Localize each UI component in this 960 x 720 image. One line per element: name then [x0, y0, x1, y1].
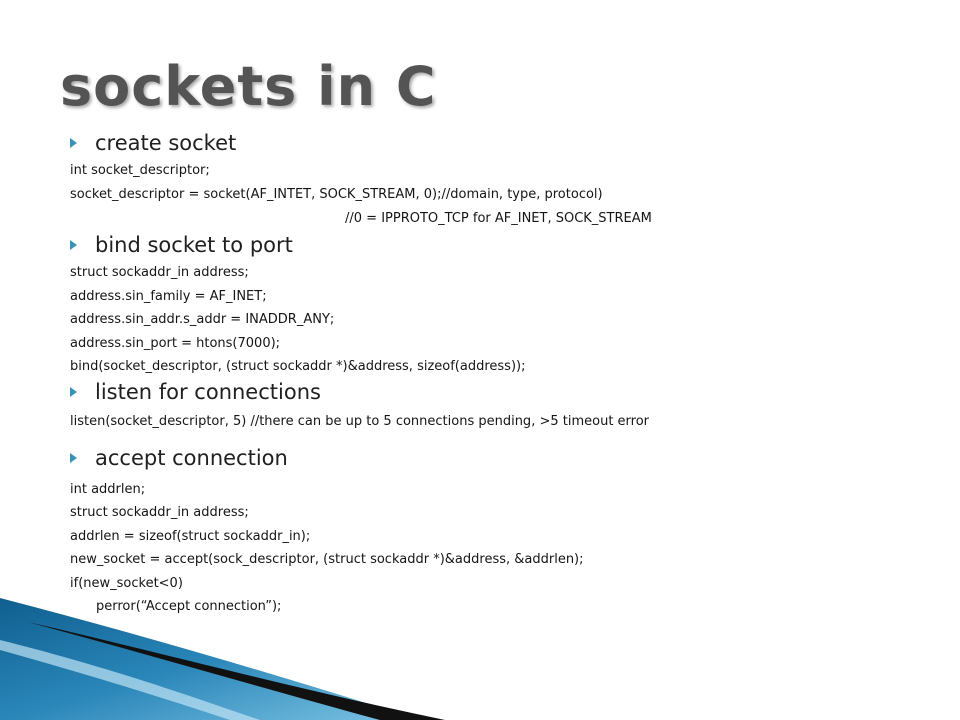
bullet-create-socket — [70, 131, 236, 155]
slide-title: sockets in C — [60, 55, 437, 118]
code-line: //0 = IPPROTO_TCP for AF_INET, SOCK_STREAM — [345, 211, 652, 226]
code-line: bind(socket_descriptor, (struct sockaddr *)&address, sizeof(address)); — [70, 359, 526, 374]
bullet-label: bind socket to port — [95, 233, 293, 257]
code-line: if(new_socket<0) — [70, 576, 183, 591]
bullet-label: create socket — [95, 131, 237, 155]
code-line: address.sin_family = AF_INET; — [70, 289, 267, 304]
code-line: struct sockaddr_in address; — [70, 505, 249, 520]
code-line: int addrlen; — [70, 482, 146, 497]
code-line: perror(“Accept connection”); — [96, 599, 282, 614]
code-line: address.sin_port = htons(7000); — [70, 336, 281, 351]
code-line: new_socket = accept(sock_descriptor, (struct sockaddr *)&address, &addrlen); — [70, 552, 584, 567]
bullet-arrow-icon — [70, 240, 77, 250]
bullet-label: accept connection — [95, 446, 288, 470]
bullet-arrow-icon — [70, 453, 77, 463]
code-line: int socket_descriptor; — [70, 163, 210, 178]
code-line: address.sin_addr.s_addr = INADDR_ANY; — [70, 312, 335, 327]
code-line: struct sockaddr_in address; — [70, 265, 249, 280]
code-line: listen(socket_descriptor, 5) //there can be up to 5 connections pending, >5 timeout error — [70, 414, 650, 429]
bullet-label: listen for connections — [95, 380, 321, 404]
bullet-bind-socket — [70, 233, 293, 257]
bullet-listen-connections — [70, 380, 321, 404]
bullet-arrow-icon — [70, 387, 77, 397]
bullet-arrow-icon — [70, 138, 77, 148]
code-line: addrlen = sizeof(struct sockaddr_in); — [70, 529, 311, 544]
code-line: socket_descriptor = socket(AF_INTET, SOCK_STREAM, 0);//domain, type, protocol) — [70, 187, 603, 202]
bullet-accept-connection — [70, 446, 288, 470]
